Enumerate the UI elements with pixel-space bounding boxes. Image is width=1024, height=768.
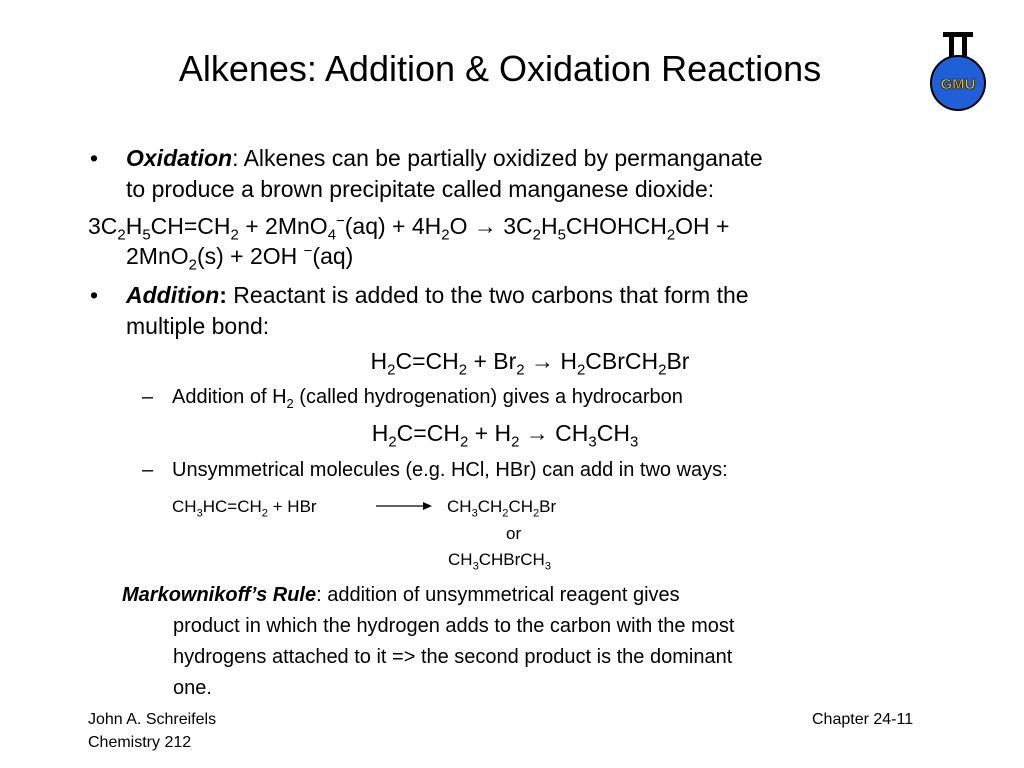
product-2: $CH_3CHBrCH_3$ <box>448 550 551 573</box>
product-1: $CH_3CH_2CH_2Br$ <box>447 497 557 520</box>
footer-author: John A. Schreifels <box>88 711 217 728</box>
reaction-reactants: $CH_3HC=CH_2$ + HBr <box>172 497 317 520</box>
markownikoff-line-1: Markownikoff’s Rule: addition of unsymmetrical reagent gives <box>122 584 680 606</box>
footer-course: Chemistry 212 <box>88 734 192 751</box>
hydrogenation-equation: $H_2C=CH_2 + H_2 \to CH_3CH_3$ <box>371 420 639 451</box>
dash-unsymmetrical: – <box>142 459 154 481</box>
markownikoff-line-4: one. <box>173 677 212 699</box>
addition-text-1: Reactant is added to the two carbons that form the <box>226 282 749 308</box>
product-or: or <box>506 524 522 543</box>
hydrogenation-text: Addition of $H_2$ (called hydrogenation) gives a hydrocarbon <box>172 386 683 411</box>
addition-term: Addition <box>126 282 220 308</box>
markownikoff-line-3: hydrogens attached to it => the second product is the dominant <box>173 646 733 668</box>
logo-text: GMU <box>940 76 976 93</box>
addition-line-1: Addition: Reactant is added to the two carbons that form the <box>126 282 749 308</box>
gmu-flask-logo <box>928 30 988 112</box>
markownikoff-term: Markownikoff’s Rule <box>122 584 317 606</box>
dash-hydrogenation: – <box>142 386 154 408</box>
arrow-icon: → <box>530 348 554 374</box>
oxidation-equation-line-2: 2MnO$_2$(s) + 2OH −(aq) <box>126 242 354 274</box>
bullet-addition: • <box>90 282 99 308</box>
markownikoff-line-2: product in which the hydrogen adds to the carbon with the most <box>173 615 735 637</box>
oxidation-equation-line-1: $3C_2H_5CH=CH_2 + 2MnO_4^-(aq) + 4H_2O$ → $3C_2H_5CHOHCH_2OH$ + <box>88 212 730 244</box>
arrow-icon: → <box>473 213 497 239</box>
reaction-arrow-icon <box>376 500 432 512</box>
addition-equation: $H_2C=CH_2 + Br_2$ → $H_2CBrCH_2Br$ <box>370 348 690 379</box>
arrow-icon: → <box>525 420 549 446</box>
footer-chapter: Chapter 24-11 <box>812 711 914 728</box>
unsymmetrical-text: Unsymmetrical molecules (e.g. HCl, HBr) can add in two ways: <box>172 459 728 481</box>
oxidation-term: Oxidation <box>126 145 233 171</box>
bullet-oxidation: • <box>90 145 99 171</box>
addition-line-2: multiple bond: <box>126 313 270 339</box>
oxidation-line-2: to produce a brown precipitate called manganese dioxide: <box>126 176 715 202</box>
oxidation-text-1: : Alkenes can be partially oxidized by permanganate <box>232 145 763 171</box>
slide-title: Alkenes: Addition & Oxidation Reactions <box>178 48 822 89</box>
oxidation-line-1 <box>126 143 763 173</box>
